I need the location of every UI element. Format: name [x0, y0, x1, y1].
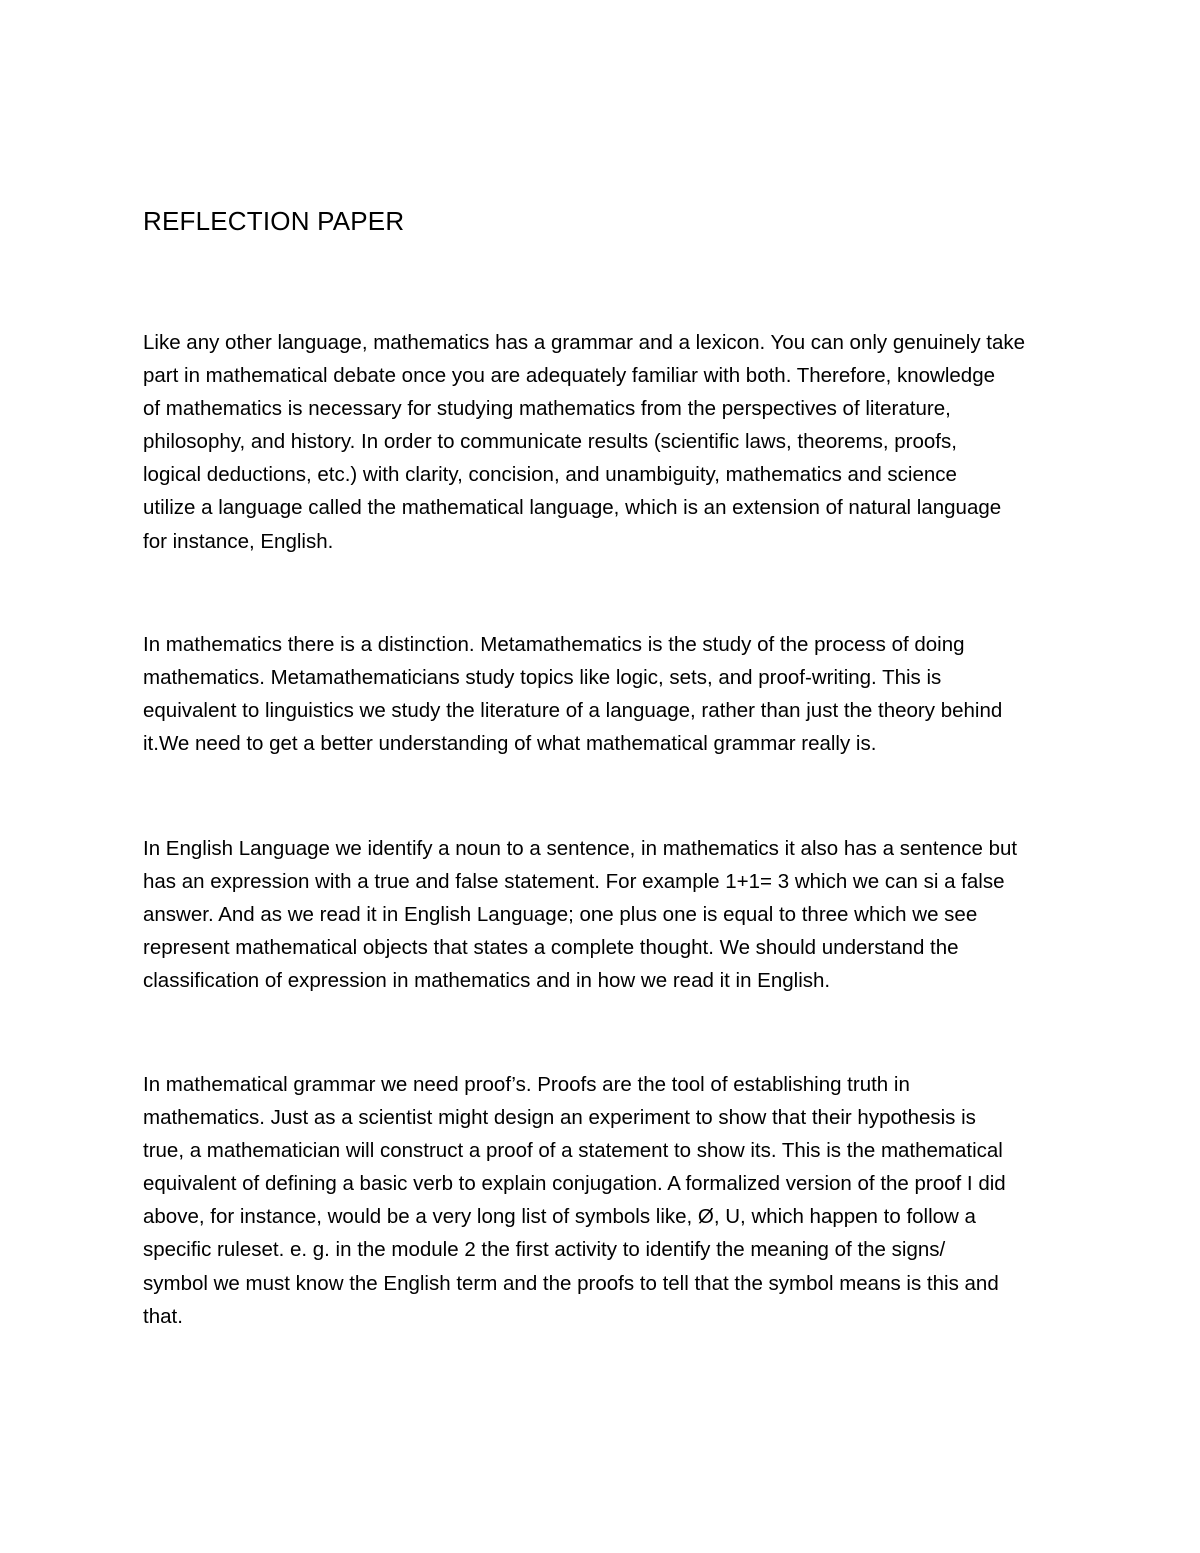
paragraph-metamathematics [143, 628, 1063, 760]
paragraph-line: In mathematical grammar we need proof’s. Proofs are the tool of establishing truth in [143, 1073, 910, 1096]
paragraph-line: utilize a language called the mathematical language, which is an extension of natural language [143, 496, 1002, 520]
paragraph-line: mathematics. Metamathematicians study topics like logic, sets, and proof-writing. This is [143, 666, 942, 690]
paragraph-line: that. [143, 1304, 183, 1328]
paragraph-line: answer. And as we read it in English Language; one plus one is equal to three which we see [143, 903, 978, 927]
paragraph-line: above, for instance, would be a very long list of symbols like, Ø, U, which happen to follow a [143, 1205, 976, 1229]
paragraph-line: represent mathematical objects that states a complete thought. We should understand the [143, 936, 959, 960]
paragraph-line: it.We need to get a better understanding of what mathematical grammar really is. [143, 732, 877, 756]
page-title: REFLECTION PAPER [143, 206, 405, 236]
paragraph-line: classification of expression in mathematics and in how we read it in English. [143, 969, 831, 993]
paragraph-line: logical deductions, etc.) with clarity, concision, and unambiguity, mathematics and science [143, 463, 957, 487]
paragraph-english-vs-mathematics [143, 832, 1063, 997]
paragraph-line: has an expression with a true and false statement. For example 1+1= 3 which we can si a false [143, 870, 1005, 894]
paragraph-line: mathematics. Just as a scientist might design an experiment to show that their hypothesis is [143, 1106, 976, 1130]
paragraph-line: true, a mathematician will construct a proof of a statement to show its. This is the mathematical [143, 1139, 1003, 1163]
paragraph-line: of mathematics is necessary for studying mathematics from the perspectives of literature, [143, 397, 951, 421]
paragraph-line: for instance, English. [143, 529, 334, 553]
paragraph-line: equivalent to linguistics we study the literature of a language, rather than just the theory behind [143, 699, 1003, 723]
paragraph-line: In English Language we identify a noun to a sentence, in mathematics it also has a sentence but [143, 837, 1018, 860]
paragraph-line: symbol we must know the English term and the proofs to tell that the symbol means is this and [143, 1271, 999, 1295]
paragraph-line: equivalent of defining a basic verb to explain conjugation. A formalized version of the proof I did [143, 1172, 1006, 1196]
paragraph-line: specific ruleset. e. g. in the module 2 the first activity to identify the meaning of the signs/ [143, 1238, 946, 1262]
paragraph-mathematical-proofs [143, 1068, 1063, 1333]
paragraph-line: In mathematics there is a distinction. Metamathematics is the study of the process of doing [143, 633, 965, 656]
paragraph-line: philosophy, and history. In order to communicate results (scientific laws, theorems, proofs, [143, 430, 957, 454]
paragraph-line: part in mathematical debate once you are adequately familiar with both. Therefore, knowledge [143, 364, 996, 388]
paragraph-language-of-mathematics [143, 326, 1063, 558]
paragraph-line: Like any other language, mathematics has a grammar and a lexicon. You can only genuinely take [143, 331, 1026, 354]
